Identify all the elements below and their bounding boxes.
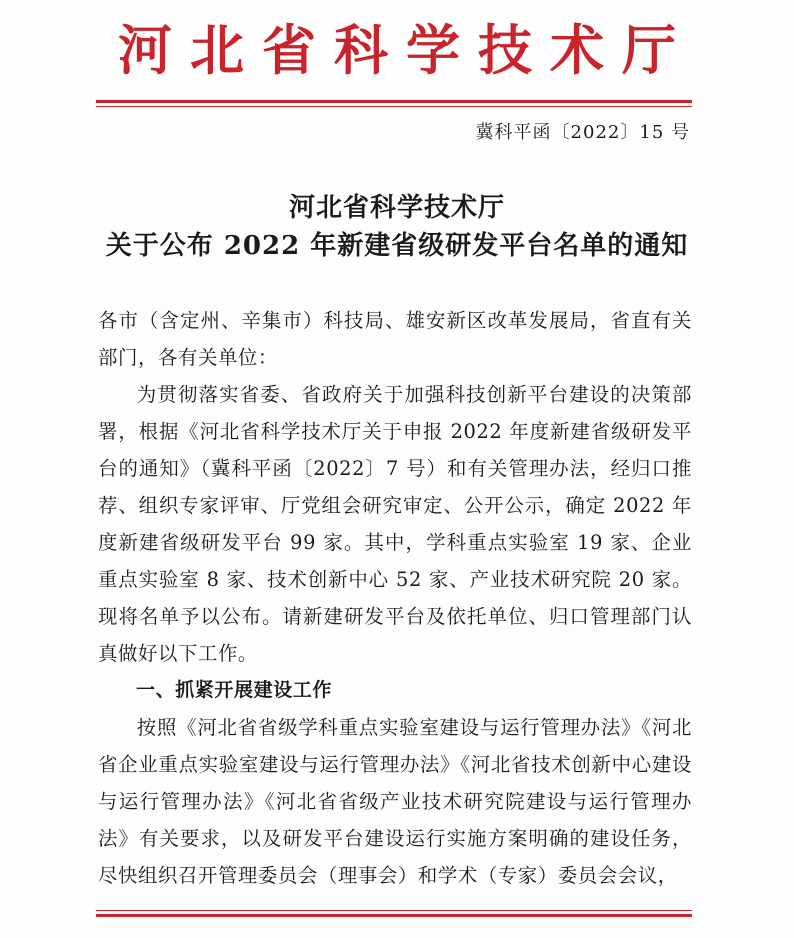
masthead-organization: 河北省科学技术厅	[118, 19, 694, 82]
document-title-line2: 关于公布 2022 年新建省级研发平台名单的通知	[105, 231, 689, 261]
paragraph-intro: 为贯彻落实省委、省政府关于加强科技创新平台建设的决策部署，根据《河北省科学技术厅关于申报 2022 年度新建省级研发平台的通知》（冀科平函〔2022〕7 号）和有关管理办法，经归口推荐、组织专家评审、厅党组会研究审定、公开公示，确定 2022 年度新建省级研发平台 99 家。其中，学科重点实验室 19 家、企业重点实验室 8 家、技术创新中心 52 家、产业技术研究院 20 家。现将名单予以公布。请新建研发平台及依托单位、归口管理部门认真做好以下工作。	[98, 383, 692, 665]
document-number: 冀科平函〔2022〕15 号	[475, 122, 690, 143]
document-body	[98, 302, 692, 894]
paragraph-section-1: 按照《河北省省级学科重点实验室建设与运行管理办法》《河北省企业重点实验室建设与运行管理办法》《河北省技术创新中心建设与运行管理办法》《河北省省级产业技术研究院建设与运行管理办法》有关要求，以及研发平台建设运行实施方案明确的建设任务，尽快组织召开管理委员会（理事会）和学术（专家）委员会会议，	[98, 716, 692, 887]
masthead-red-rule-thick	[96, 100, 692, 103]
document-title-line1: 河北省科学技术厅	[288, 193, 505, 223]
footer-red-rule-thick	[96, 914, 692, 917]
section-heading-1: 一、抓紧开展建设工作	[136, 679, 333, 701]
masthead-red-rule-thin	[96, 106, 692, 107]
salutation: 各市（含定州、辛集市）科技局、雄安新区改革发展局，省直有关部门，各有关单位：	[98, 309, 692, 369]
footer-red-rule-thin	[96, 910, 692, 911]
